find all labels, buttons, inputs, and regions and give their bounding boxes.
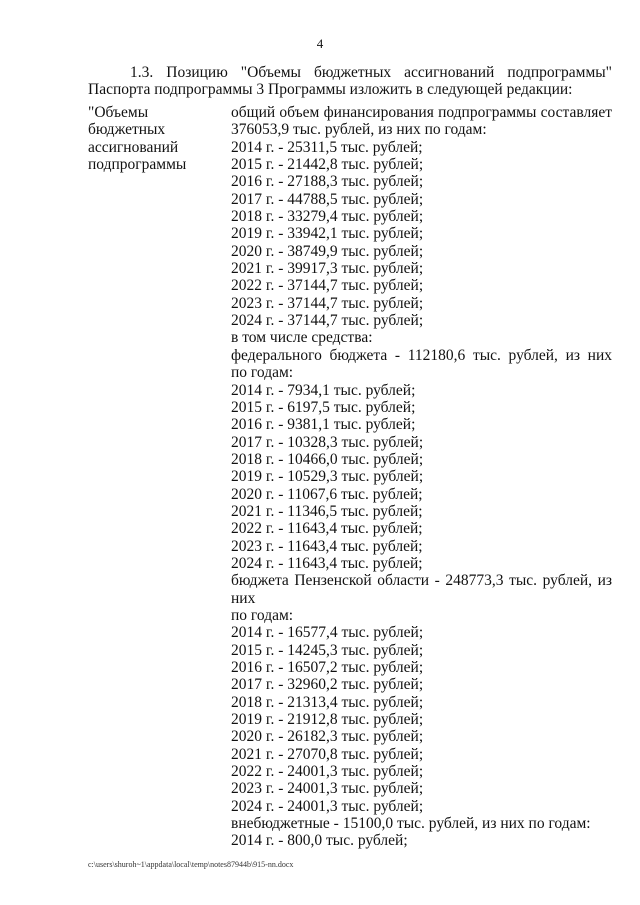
funding-line: 2015 г. - 6197,5 тыс. рублей; xyxy=(231,398,416,416)
funding-line: по годам: xyxy=(231,606,294,624)
funding-line: 2017 г. - 10328,3 тыс. рублей; xyxy=(231,433,424,451)
funding-line: 2024 г. - 11643,4 тыс. рублей; xyxy=(231,554,423,572)
funding-line: 2023 г. - 24001,3 тыс. рублей; xyxy=(231,780,424,798)
position-label xyxy=(88,104,218,173)
funding-line: по годам: xyxy=(231,364,294,382)
funding-details xyxy=(231,104,612,850)
intro-paragraph xyxy=(88,64,612,98)
position-label-line: бюджетных xyxy=(88,121,166,139)
funding-line: бюджета Пензенской области - 248773,3 тыс. рублей, из них xyxy=(231,572,612,607)
funding-line: 2019 г. - 10529,3 тыс. рублей; xyxy=(231,468,424,486)
funding-line: 2016 г. - 27188,3 тыс. рублей; xyxy=(231,173,424,191)
funding-line: 2016 г. - 9381,1 тыс. рублей; xyxy=(231,416,416,434)
funding-line: 2020 г. - 11067,6 тыс. рублей; xyxy=(231,485,423,503)
funding-line: 2020 г. - 38749,9 тыс. рублей; xyxy=(231,242,424,260)
funding-line: внебюджетные - 15100,0 тыс. рублей, из них по годам: xyxy=(231,815,591,833)
funding-line: федерального бюджета - 112180,6 тыс. рублей, из них xyxy=(231,346,612,364)
funding-line: 2021 г. - 11346,5 тыс. рублей; xyxy=(231,502,423,520)
position-label-line: "Объемы xyxy=(88,104,149,121)
funding-line: 2014 г. - 16577,4 тыс. рублей; xyxy=(231,624,424,642)
funding-line: 2022 г. - 11643,4 тыс. рублей; xyxy=(231,520,423,538)
funding-line: 2021 г. - 39917,3 тыс. рублей; xyxy=(231,260,424,278)
page-number: 4 xyxy=(316,36,324,51)
funding-line: 2014 г. - 7934,1 тыс. рублей; xyxy=(231,381,416,399)
intro-line-2: Паспорта подпрограммы 3 Программы изложить в следующей редакции: xyxy=(88,81,573,98)
funding-line: 2019 г. - 33942,1 тыс. рублей; xyxy=(231,225,424,243)
funding-line: 2015 г. - 14245,3 тыс. рублей; xyxy=(231,641,424,659)
position-label-line: ассигнований xyxy=(88,138,179,156)
funding-line: общий объем финансирования подпрограммы составляет xyxy=(231,104,612,121)
funding-line: 2018 г. - 10466,0 тыс. рублей; xyxy=(231,450,424,468)
funding-line: 2021 г. - 27070,8 тыс. рублей; xyxy=(231,745,424,763)
funding-line: 2020 г. - 26182,3 тыс. рублей; xyxy=(231,728,424,746)
funding-line: 2024 г. - 37144,7 тыс. рублей; xyxy=(231,312,424,330)
funding-line: в том числе средства: xyxy=(231,329,373,347)
funding-line: 2024 г. - 24001,3 тыс. рублей; xyxy=(231,797,424,815)
funding-line: 2018 г. - 33279,4 тыс. рублей; xyxy=(231,208,424,226)
funding-line: 2022 г. - 37144,7 тыс. рублей; xyxy=(231,277,424,295)
funding-line: 2017 г. - 32960,2 тыс. рублей; xyxy=(231,676,424,694)
funding-line: 2017 г. - 44788,5 тыс. рублей; xyxy=(231,190,424,208)
funding-line: 2018 г. - 21313,4 тыс. рублей; xyxy=(231,693,424,711)
funding-line: 2014 г. - 25311,5 тыс. рублей; xyxy=(231,138,423,156)
funding-line: 2022 г. - 24001,3 тыс. рублей; xyxy=(231,763,424,781)
funding-line: 2014 г. - 800,0 тыс. рублей; xyxy=(231,832,408,850)
funding-line: 2023 г. - 37144,7 тыс. рублей; xyxy=(231,294,424,312)
file-path-footer: c:\users\shuroh~1\appdata\local\temp\notes87944b\915-nn.docx xyxy=(88,860,294,869)
funding-line: 2019 г. - 21912,8 тыс. рублей; xyxy=(231,711,424,729)
funding-line: 2015 г. - 21442,8 тыс. рублей; xyxy=(231,156,424,174)
intro-line-1: 1.3. Позицию "Объемы бюджетных ассигнований подпрограммы" xyxy=(130,64,612,81)
funding-line: 2016 г. - 16507,2 тыс. рублей; xyxy=(231,659,424,676)
funding-line: 2023 г. - 11643,4 тыс. рублей; xyxy=(231,537,423,555)
funding-line: 376053,9 тыс. рублей, из них по годам: xyxy=(231,121,487,139)
position-label-line: подпрограммы xyxy=(88,156,187,174)
